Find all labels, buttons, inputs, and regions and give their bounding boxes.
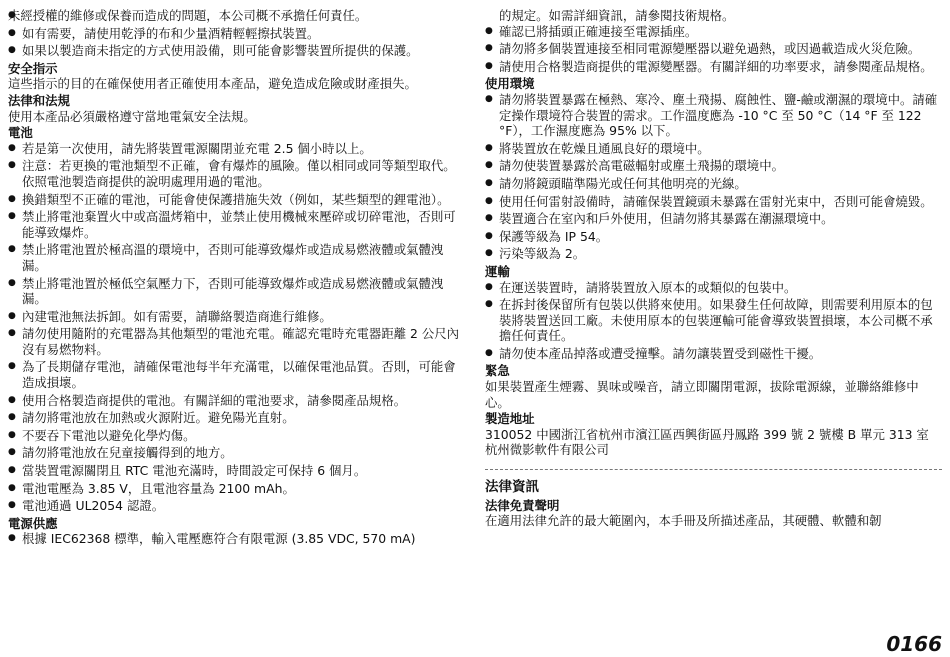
intro-list xyxy=(8,8,464,59)
list-item: ● 不要吞下電池以避免化學灼傷。 xyxy=(8,428,464,444)
list-item: ● 請勿將電池放在兒童接觸得到的地方。 xyxy=(8,445,464,461)
address-paragraph: 310052 中國浙江省杭州市濱江區西興街區丹鳳路 399 號 2 號樓 B 單元 313 室 xyxy=(485,426,929,442)
list-item: ● 請勿使用隨附的充電器為其他類型的電池充電。確認充電時充電器距離 2 公尺內沒有易燃物料。 xyxy=(8,326,464,357)
list-item: ● 若是第一次使用，請先將裝置電源關閉並充電 2.5 個小時以上。 xyxy=(8,141,464,157)
section-heading-legal: 法律資訊 xyxy=(485,479,539,496)
section-heading-power: 電源供應 xyxy=(8,515,58,531)
list-item: ● 確認已將插頭正確連接至電源插座。 xyxy=(485,24,942,40)
emergency-paragraph: 如果裝置產生煙霧、異味或噪音，請立即關閉電源，拔除電源線，並聯絡維修中心。 xyxy=(485,379,919,410)
section-heading-transport: 運輸 xyxy=(485,263,510,279)
list-item: ● 保護等級為 IP 54。 xyxy=(485,229,942,245)
list-item: ● 未經授權的維修或保養而造成的問題，本公司概不承擔任何責任。 xyxy=(8,8,464,24)
law-paragraph: 使用本產品必須嚴格遵守當地電氣安全法規。 xyxy=(8,108,256,124)
right-column xyxy=(485,8,942,529)
list-item: ● 請勿將鏡頭瞄準陽光或任何其他明亮的光線。 xyxy=(485,176,942,192)
section-heading-address: 製造地址 xyxy=(485,411,535,427)
section-heading-emergency: 緊急 xyxy=(485,363,510,379)
list-item: ● 請勿使裝置暴露於高電磁輻射或塵土飛揚的環境中。 xyxy=(485,158,942,174)
page-number: 0166 xyxy=(886,632,942,657)
list-item: ● 當裝置電源關閉且 RTC 電池充滿時，時間設定可保持 6 個月。 xyxy=(8,463,464,479)
list-item: ● 請勿使本產品掉落或遭受撞擊。請勿讓裝置受到磁性干擾。 xyxy=(485,346,942,362)
list-item: ● 電池電壓為 3.85 V，且電池容量為 2100 mAh。 xyxy=(8,481,464,497)
list-item: ● 根據 IEC62368 標準，輸入電壓應符合有限電源 (3.85 VDC, 570 mA) xyxy=(8,531,464,547)
safety-paragraph: 這些指示的目的在確保使用者正確使用本產品，避免造成危險或財產損失。 xyxy=(8,76,417,92)
list-item: ● 請使用合格製造商提供的電源變壓器。有關詳細的功率要求，請參閱產品規格。 xyxy=(485,59,942,75)
power-continued-list xyxy=(485,24,942,75)
disclaimer-paragraph: 在適用法律允許的最大範圍內，本手冊及所描述產品，其硬體、軟體和韌 xyxy=(485,513,882,529)
section-heading-battery: 電池 xyxy=(8,125,33,141)
list-item: ● 使用任何雷射設備時，請確保裝置鏡頭未暴露在雷射光束中，否則可能會燒毀。 xyxy=(485,194,942,210)
list-item: ● 使用合格製造商提供的電池。有關詳細的電池要求，請參閱產品規格。 xyxy=(8,393,464,409)
list-item: ● 污染等級為 2。 xyxy=(485,246,942,262)
continued-paragraph: 的規定。如需詳細資訊，請參閱技術規格。 xyxy=(499,8,735,23)
list-item: ● 裝置適合在室內和戶外使用，但請勿將其暴露在潮濕環境中。 xyxy=(485,211,942,227)
list-item: ● 為了長期儲存電池，請確保電池每半年充滿電，以確保電池品質。否則，可能會造成損壞。 xyxy=(8,359,464,390)
section-heading-safety: 安全指示 xyxy=(8,60,58,76)
environment-list xyxy=(485,92,942,262)
list-item: ● 在運送裝置時，請將裝置放入原本的或類似的包裝中。 xyxy=(485,280,942,296)
list-item: ● 禁止將電池置於極高溫的環境中，否則可能導致爆炸或造成易燃液體或氣體洩漏。 xyxy=(8,242,464,273)
list-item: ● 請勿將裝置暴露在極熱、寒冷、塵土飛揚、腐蝕性、鹽-鹼或潮濕的環境中。請確定操作環境符合裝置的需求。工作溫度應為 -10 °C 至 50 °C（14 °F 至 122 °F），工作濕度應為 95% 以下。 xyxy=(485,92,942,139)
list-item: ● 如有需要，請使用乾淨的布和少量酒精輕輕擦拭裝置。 xyxy=(8,26,464,42)
list-item: ● 將裝置放在乾燥且通風良好的環境中。 xyxy=(485,141,942,157)
list-item: ● 注意：若更換的電池類型不正確，會有爆炸的風險。僅以相同或同等類型取代。依照電池製造商提供的說明處理用過的電池。 xyxy=(8,158,464,189)
list-item: ● 請勿將電池放在加熱或火源附近。避免陽光直射。 xyxy=(8,410,464,426)
list-item: ● 在拆封後保留所有包裝以供將來使用。如果發生任何故障，則需要利用原本的包裝將裝置送回工廠。未使用原本的包裝運輸可能會導致裝置損壞，本公司概不承擔任何責任。 xyxy=(485,297,942,344)
battery-list xyxy=(8,141,464,514)
list-item: ● 如果以製造商未指定的方式使用設備，則可能會影響裝置所提供的保護。 xyxy=(8,43,464,59)
list-item: ● 換錯類型不正確的電池，可能會使保護措施失效（例如，某些類型的鋰電池）。 xyxy=(8,192,464,208)
section-heading-environment: 使用環境 xyxy=(485,76,535,92)
company-name: 杭州微影軟件有限公司 xyxy=(485,442,609,458)
subheading-disclaimer: 法律免責聲明 xyxy=(485,497,560,513)
section-divider xyxy=(485,469,942,470)
power-list xyxy=(8,531,464,547)
left-column xyxy=(8,8,464,549)
list-item: ● 禁止將電池棄置火中或高溫烤箱中，並禁止使用機械來壓碎或切碎電池，否則可能導致爆炸。 xyxy=(8,209,464,240)
section-heading-law: 法律和法規 xyxy=(8,92,70,108)
list-item: ● 內建電池無法拆卸。如有需要，請聯絡製造商進行維修。 xyxy=(8,309,464,325)
list-item: ● 禁止將電池置於極低空氣壓力下，否則可能導致爆炸或造成易燃液體或氣體洩漏。 xyxy=(8,276,464,307)
list-item: ● 電池通過 UL2054 認證。 xyxy=(8,498,464,514)
transport-list xyxy=(485,280,942,362)
list-item: ● 請勿將多個裝置連接至相同電源變壓器以避免過熱，或因過載造成火災危險。 xyxy=(485,41,942,57)
